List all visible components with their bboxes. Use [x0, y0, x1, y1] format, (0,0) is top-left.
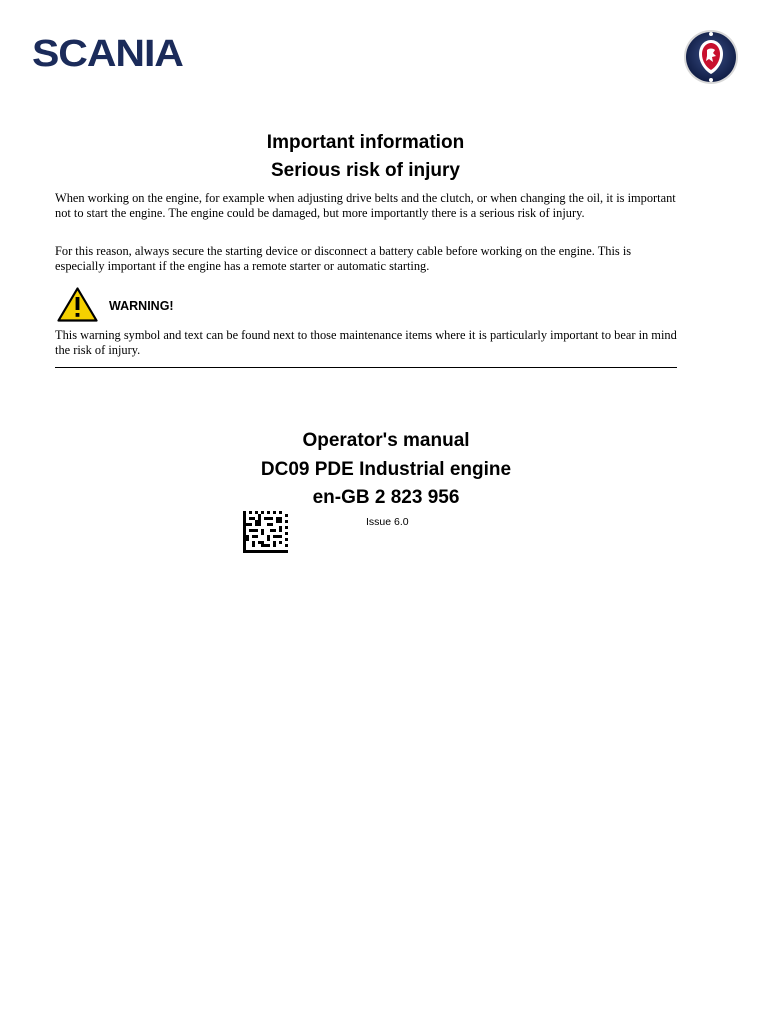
warning-description: This warning symbol and text can be found next to those maintenance items where it is particularly important to bear in mind the risk of injury.: [55, 328, 677, 357]
document-number: en-GB 2 823 956: [312, 487, 460, 508]
data-matrix-code-icon: [243, 511, 288, 553]
risk-subtitle: Serious risk of injury: [271, 160, 460, 181]
warning-triangle-icon: [57, 287, 98, 322]
important-info-title: Important information: [266, 132, 465, 153]
warning-label: WARNING!: [109, 299, 174, 313]
scania-griffin-emblem-icon: [682, 28, 740, 86]
issue-number: Issue 6.0: [366, 516, 409, 528]
paragraph-engine-warning: When working on the engine, for example when adjusting drive belts and the clutch, or when changing the oil, it is important not to start the engine. The engine could be damaged, but more importantly there is a serious risk of injury.: [55, 191, 676, 220]
paragraph-secure-starter: For this reason, always secure the starting device or disconnect a battery cable before working on the engine. This is especially important if the engine has a remote starter or automatic starting.: [55, 244, 632, 273]
section-divider: [55, 367, 677, 368]
scania-wordmark-logo: SCANIA: [32, 33, 183, 75]
manual-title: Operator's manual: [302, 430, 470, 451]
engine-model: DC09 PDE Industrial engine: [260, 459, 512, 480]
